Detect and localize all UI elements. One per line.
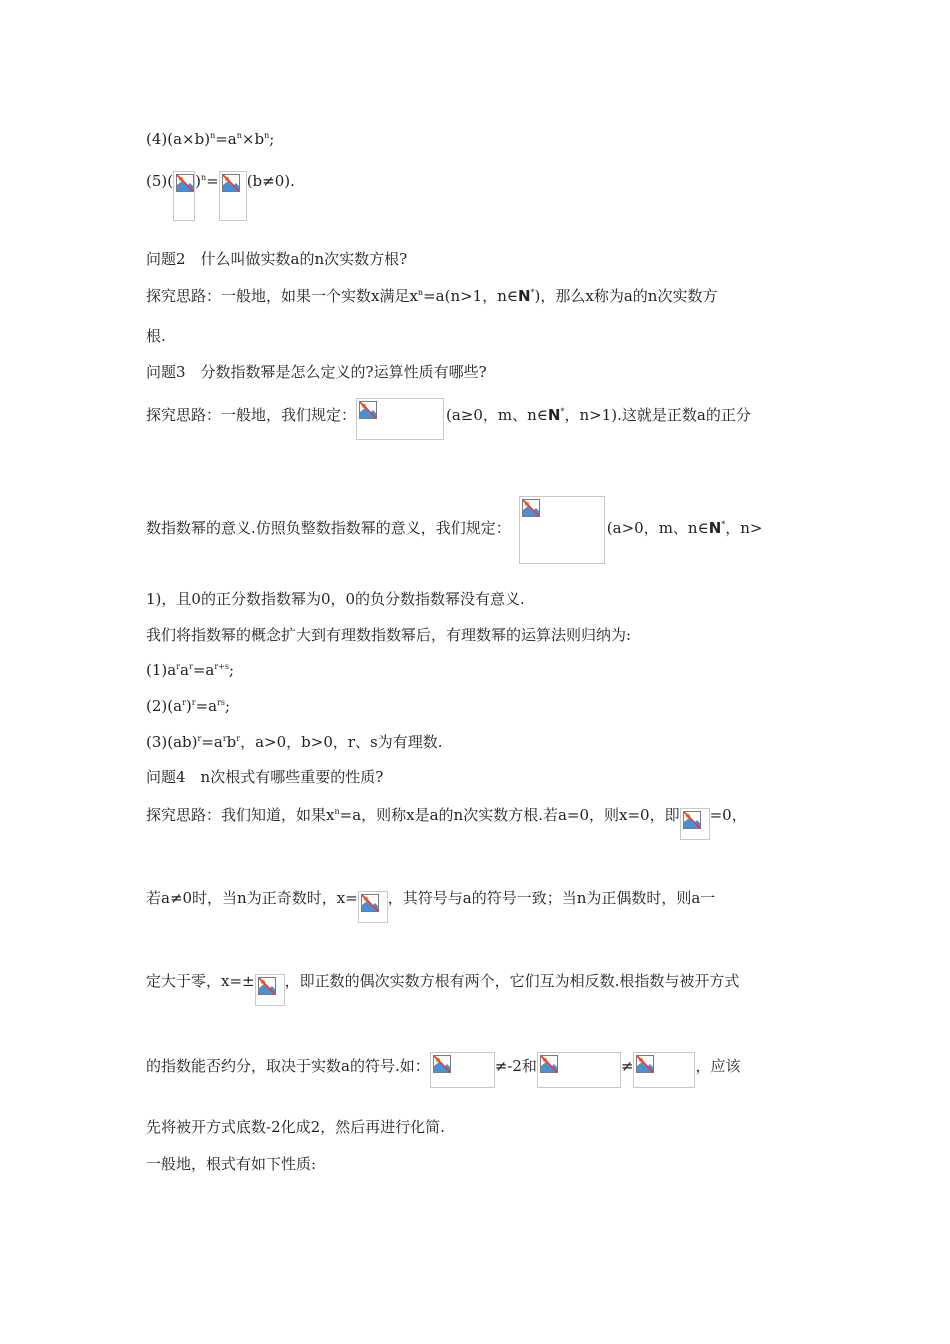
broken-image-icon — [519, 496, 605, 564]
broken-image-icon — [430, 1052, 495, 1088]
broken-image-icon — [219, 171, 247, 221]
question-4-answer-line5: 先将被开方式底数-2化成2，然后再进行化简. — [146, 1118, 445, 1136]
question-2-title: 问题2 什么叫做实数a的n次实数方根? — [146, 250, 408, 268]
broken-image-icon — [680, 808, 710, 840]
question-4-title: 问题4 n次根式有哪些重要的性质? — [146, 768, 384, 786]
broken-image-icon — [537, 1052, 621, 1088]
rule-1: $(1)a^ra^r=a^{r+s}$; — [146, 661, 235, 679]
rule-2: $(2)(a^r)^r=a^{rs}$; — [146, 697, 231, 715]
question-2-answer-cont: 根. — [146, 327, 166, 345]
broken-image-icon — [173, 171, 195, 221]
property-5: (5)( )$^n$= (b≠0). — [146, 172, 295, 221]
broken-image-icon — [633, 1052, 695, 1088]
property-4: $(4)(a\times b)^n=a^n\times b^n$; — [146, 130, 275, 148]
question-2-answer: 探究思路：一般地，如果一个实数x满足$x^n=a(n>1$，n∈N*)，那么x称为a的n次实数方 — [146, 287, 718, 305]
question-3-answer-line4: 我们将指数幂的概念扩大到有理数指数幂后，有理数幂的运算法则归纳为: — [146, 626, 632, 644]
question-4-answer-line2: 若a≠0时，当n为正奇数时，x= ，其符号与a的符号一致；当n为正偶数时，则a一 — [146, 889, 715, 923]
question-3-answer-line1: 探究思路：一般地，我们规定： (a≥0，m、n∈N*，n>1).这就是正数a的正分 — [146, 406, 751, 440]
question-4-answer-line4: 的指数能否约分，取决于实数a的符号.如： ≠-2和 ≠ ，应该 — [146, 1057, 741, 1088]
broken-image-icon — [356, 398, 444, 440]
rule-3: $(3)(ab)^r=a^rb^r$，a>0，b>0，r、s为有理数. — [146, 733, 443, 751]
question-4-answer-line6: 一般地，根式有如下性质: — [146, 1155, 317, 1173]
broken-image-icon — [255, 974, 285, 1006]
question-3-title: 问题3 分数指数幂是怎么定义的?运算性质有哪些? — [146, 363, 487, 381]
question-3-answer-line2: 数指数幂的意义.仿照负整数指数幂的意义，我们规定： (a>0，m、n∈N*，n> — [146, 519, 762, 564]
broken-image-icon — [358, 891, 388, 923]
question-4-answer-line3: 定大于零，x=± ，即正数的偶次实数方根有两个，它们互为相反数.根指数与被开方式 — [146, 972, 739, 1006]
question-3-answer-line3: 1)，且0的正分数指数幂为0，0的负分数指数幂没有意义. — [146, 590, 525, 608]
question-4-answer-line1: 探究思路：我们知道，如果$x^n=a$，则称x是a的n次实数方根.若a=0，则x=0，即 =0， — [146, 806, 747, 840]
